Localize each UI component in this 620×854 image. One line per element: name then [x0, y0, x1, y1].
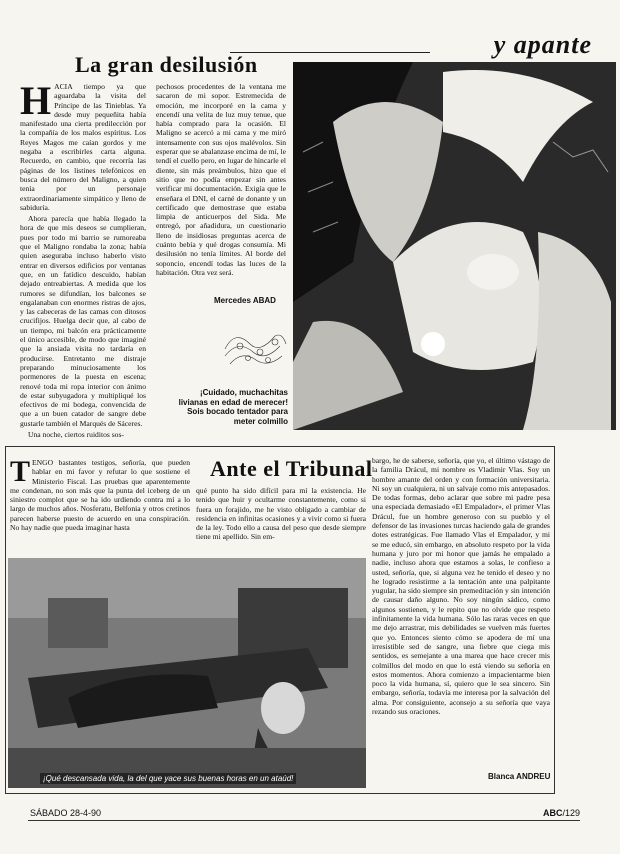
article2-paragraph: qué punto ha sido difícil para mí la existencia. He tenido que huir y ocultarme constantemente, como si fuera un forajido, me he visto obligado a cambiar de residencia en infinitas ocasiones y a vivir como si fuera de la ley. Todo ello a causa del peso que desde siempre tiene mi apellido. Sin em-: [196, 486, 366, 542]
vampire-illustration: [293, 62, 616, 430]
footer-date: SÁBADO 28-4-90: [30, 808, 102, 818]
article1-paragraph: Ahora parecía que había llegado la hora de que mis deseos se cumplieran, pues por todo mi barrio se rumoreaba que el Maligno rondaba la zona; había quien aseguraba incluso haberlo visto entrar en diversos edificios por ventanas que, en un fatídico descuido, habían dejado entreabiertas. A medida que los rumores se difundían, los balcones se engalanaban con enormes ristras de ajos, y las cabeceras de las camas con ditosos crucifijos. Huelga decir que, al cabo de un tiempo, mi balcón era prácticamente el único accesible, de modo que imaginé que la ansiada visita no tardaría en producirse. Entretanto me distraje preparando minuciosamente los pormenores de la puesta en escena; renové toda mi ropa interior con ánimo de estar subyugadora y multipliqué los efectivos de mi bodega, convencida de que a un buen catador de sangre debe gustarle también el Marqués de Sáceres.: [20, 214, 146, 428]
article1-paragraph: pechosos procedentes de la ventana me sacaron de mi sopor. Estremecida de emoción, me incorporé en la cama y encendí una velita de luz muy tenue, que había comprado para la ocasión. El Maligno se acercó a mi cama y me miró intensamente con sus ojos malévolos. Sin esperar que se abalanzase encima de mí, le tendí el cuello pero, en lugar de hincarle el diente, sin más preámbulos, hizo que el sitio que no podía empezar sin antes verificar mi documentación. Exigía que le enseñara el DNI, el carné de donante y un certificado que demostrase que estaba limpia de anticuerpos del Sida. Me entregó, por añadidura, un cuestionario lleno de insidiosas preguntas acerca de cuánto bebía y qué drogas consumía. Mi desilusión no tenía límites. Al borde del soponcio, encendí todas las luces de la habitación. Otra vez será.: [156, 82, 286, 277]
article1-column-1: [20, 78, 146, 439]
article2-dropcap: T: [10, 455, 31, 488]
lace-illustration: [220, 324, 290, 374]
article1-paragraph: HACIA tiempo ya que aguardaba la visita del Príncipe de las Tinieblas. Ya desde muy pequeñita había manifestado una cierta predilección por la compañía de los malos espíritus. Los Reyes Magos me caían gordos y me negaba a escribirles carta alguna. Recuerdo, en cambio, que recorría las páginas de los listines telefónicos en busca del número del Maligno, a quien tenía por un personaje extraordinariamente simpático y lleno de sabiduría.: [20, 78, 146, 212]
article2-intro-middle: [196, 486, 366, 556]
article1-caption: ¡Cuidado, muchachitas livianas en edad de merecer! Sois bocado tentador para meter colmillo: [178, 388, 288, 426]
article1-dropcap: H: [20, 78, 52, 123]
vampire-illustration-drawing: [293, 62, 616, 430]
footer-rule: [28, 820, 580, 821]
footer-paper: ABC: [542, 808, 563, 818]
photo-caption: ¡Qué descansada vida, la del que yace sus buenas horas en un ataúd!: [40, 773, 296, 784]
footer-page: [543, 808, 580, 818]
article2-headline: Ante el Tribunal: [210, 456, 373, 481]
article2-paragraph: TENGO bastantes testigos, señoría, que pueden hablar en mi favor y refutar lo que sostiene el Ministerio Fiscal. Las pruebas que aparentemente me condenan, no son más que la punta del iceberg de un siniestro complot que se ha ido urdiendo contra mí a lo largo de muchos años. Nosferatu, Belfonia y otros cretinos parecen haberse puesto de acuerdo en una conspiración. No hay nadie que pueda imaginar hasta: [10, 455, 190, 533]
article2-paragraph: bargo, he de saberse, señoría, que yo, el último vástago de la familia Drácul, mi nombre es Vladimir Vlas. Soy un hombre amante del orden y con formación universitaria. Ni soy un cualquiera, ni un salvaje como mis antepasados. De todas formas, debo aclarar que sobre mi padre pesa una especiada demasiado «El Empalador», el primer Vlas Drácul, fue un hombre generoso con su pueblo y el defensor de las invasiones turcas haciendo gala de grandes dotes estratégicas. Fue llamado Vlas el Empalador, y mi se me educó, sin embargo, en absoluto respeto por la vida humana y juro por mi honor que jamás he empalado a nadie, incluso ahora que estamos a solas, le confieso a usted, señoría, que, si alguna vez he tenido el deseo y no he logrado resistirme a la tentación ante una palpitante yugular, ha sido siempre sin premeditación y sin intención de causar daño alguno. No soy ningún sádico, como algunos sostienen, y le repito que no olvide que respeto infinitamente la vida humana. Sólo las raras veces en que me dejo arrastrar, mis debilidades se vuelven más fuertes que yo. Entonces siento cómo se apodera de mí una irresistible sed de sangre, una fiebre que ciega mis sentidos, es semejante a una marea que hace crecer mis colmillos del modo en que lo está viendo su señoría en estos momentos. Ahora comienzo a impacientarme bien poco la vida humana, sí, quiero que le sea sincero. Sin embargo, señoría, todavía me interesa por la salvación del alma. Por consiguiente, aconsejo a su señoría que vaya rezando sus oraciones.: [372, 456, 550, 717]
film-still-photo: [8, 558, 366, 788]
film-still-drawing: [8, 558, 366, 788]
section-title: y apante: [493, 30, 592, 59]
top-rule: [230, 52, 430, 53]
article2-byline: Blanca ANDREU: [488, 772, 551, 781]
article1-paragraph: Una noche, ciertos ruiditos sos-: [28, 429, 124, 439]
article1-byline: Mercedes ABAD: [214, 296, 276, 305]
article2-intro-left: [10, 455, 190, 556]
footer-page-number: /129: [562, 808, 580, 818]
article2-right-column: [372, 456, 550, 760]
article1-headline: La gran desilusión: [75, 52, 258, 77]
article1-column-2: [156, 82, 286, 292]
